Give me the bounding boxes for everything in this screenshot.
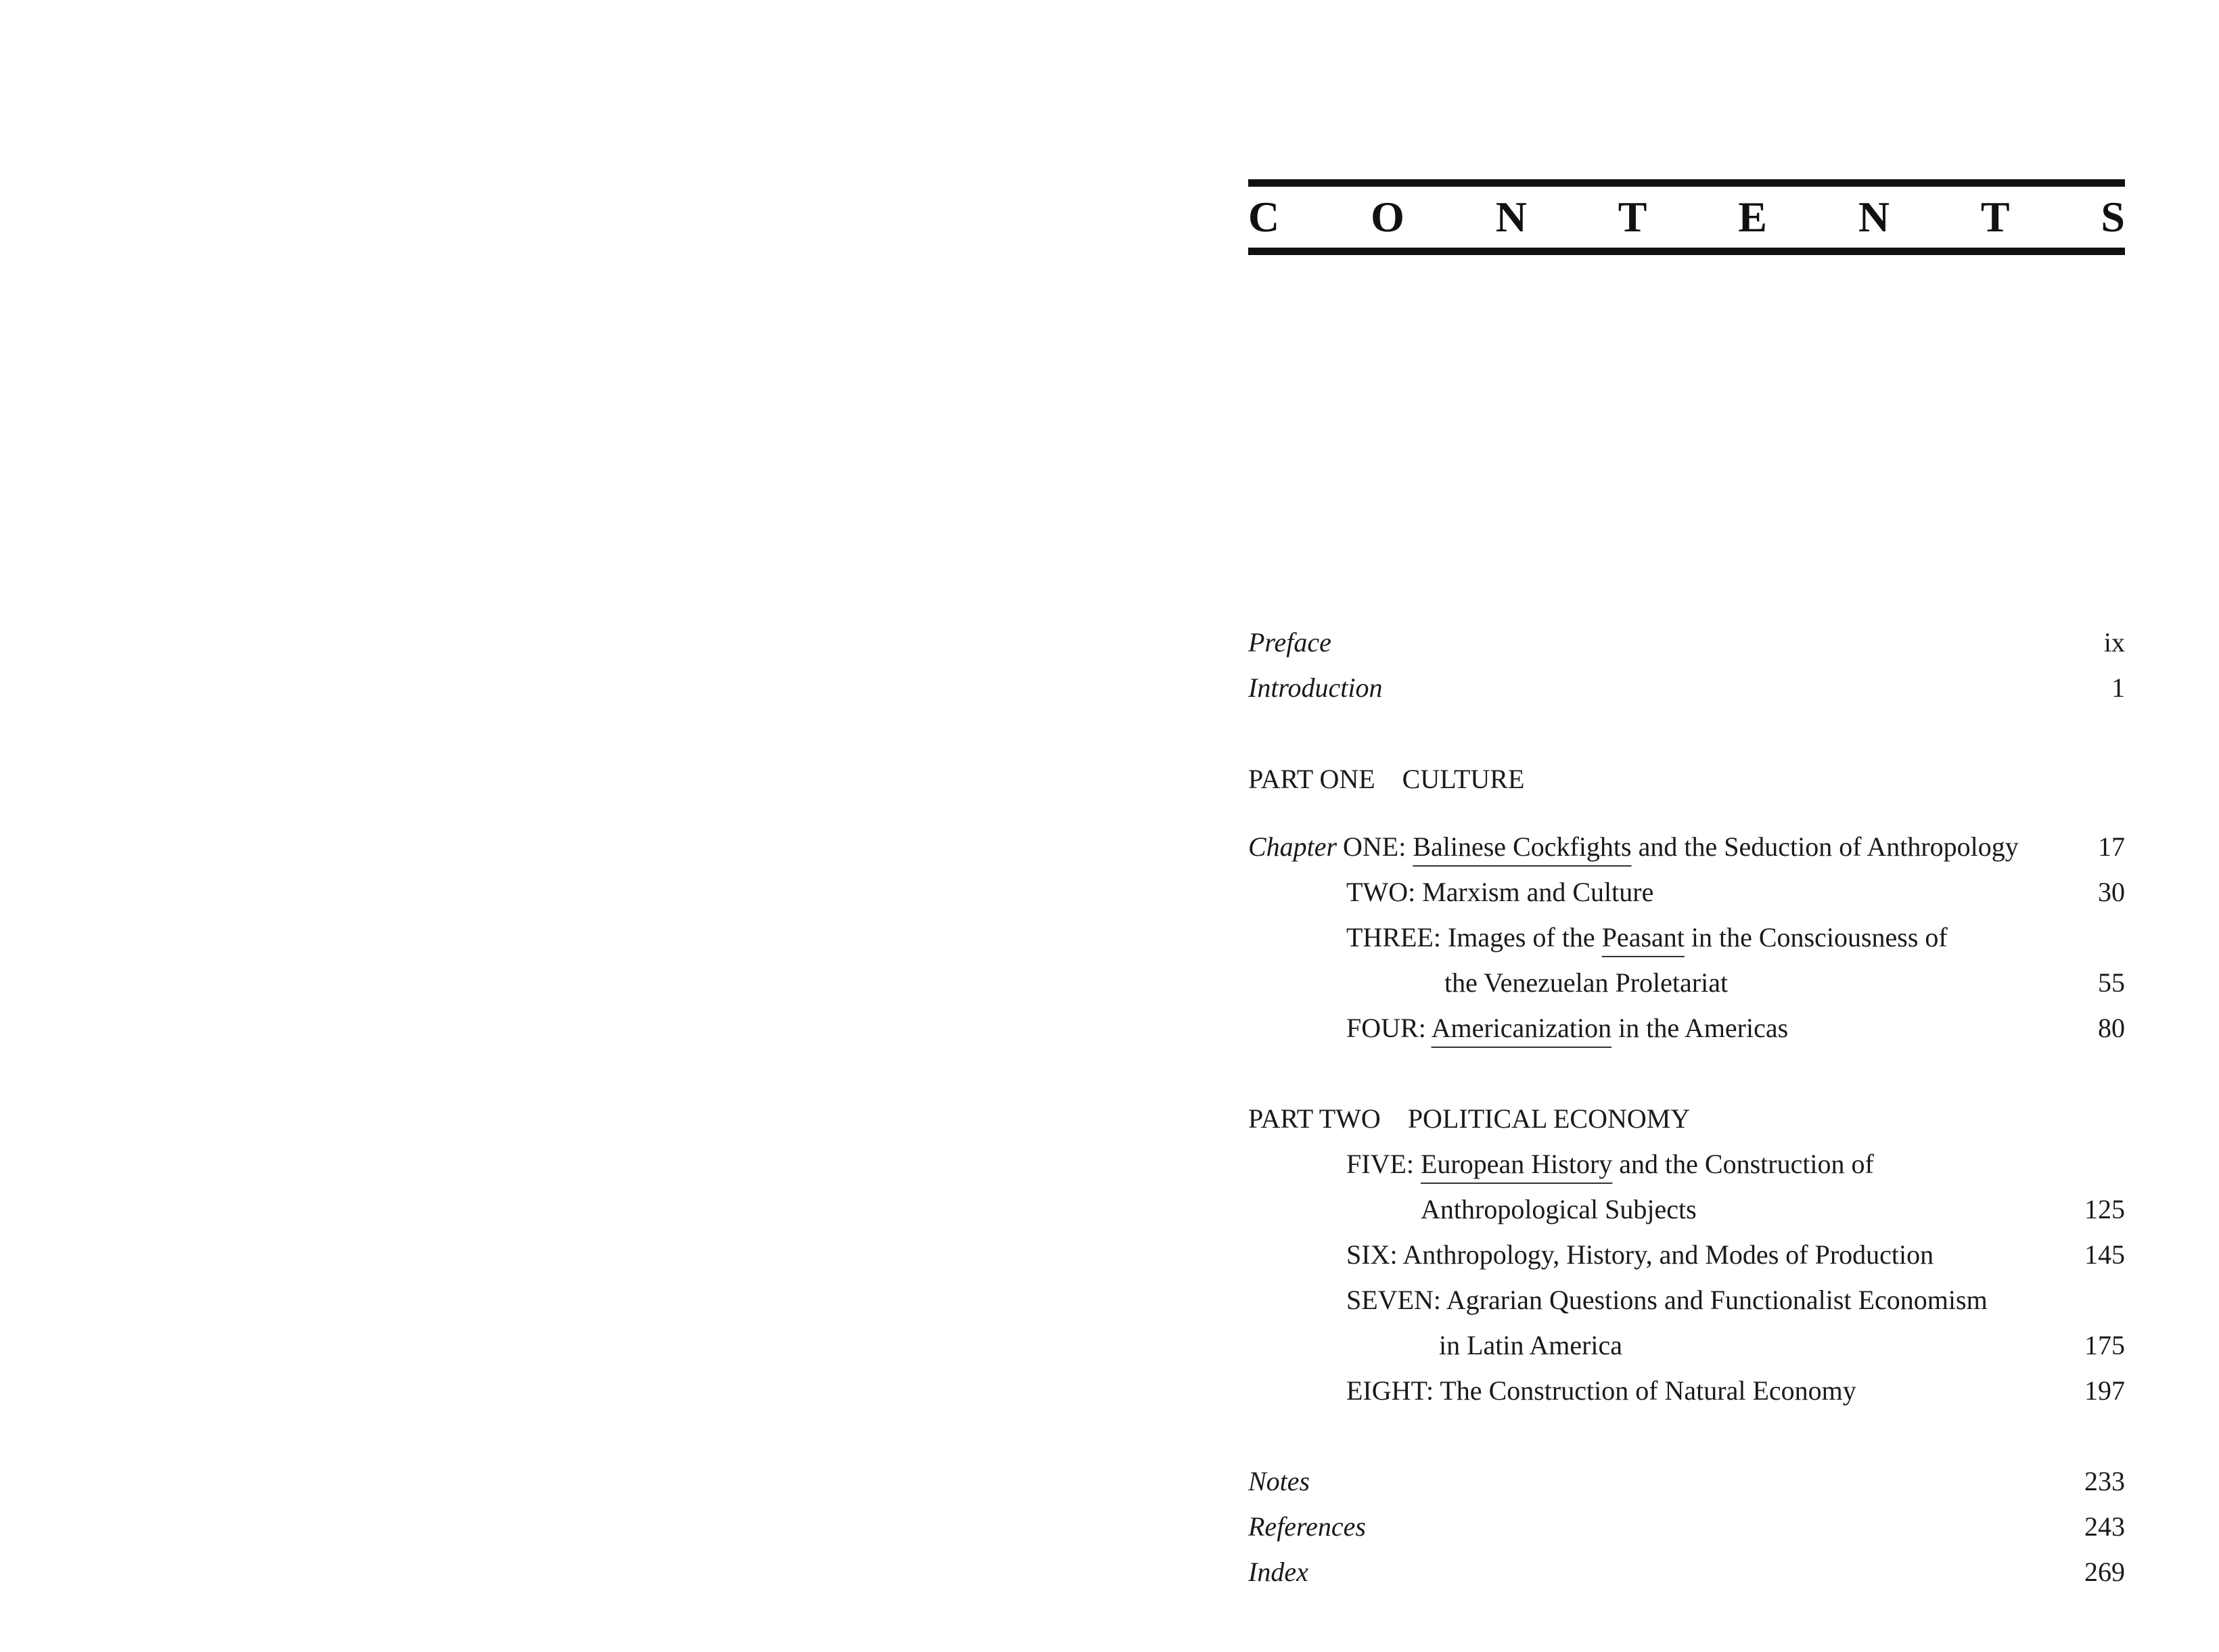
- part-two-heading: [1248, 1099, 2125, 1139]
- entry-title: References: [1248, 1511, 1366, 1542]
- entry-page: ix: [2103, 627, 2125, 658]
- entry-title: Introduction: [1248, 672, 1383, 703]
- toc-entry-chapter-three-cont[interactable]: [1248, 963, 2125, 1003]
- entry-page: 17: [2098, 831, 2125, 862]
- entry-title: Notes: [1248, 1466, 1310, 1496]
- entry-page: 30: [2098, 877, 2125, 907]
- chapter-title-line2: the Venezuelan Proletariat: [1444, 967, 1729, 998]
- chapter-title-underlined: Americanization: [1431, 1013, 1612, 1043]
- entry-page: 197: [2084, 1375, 2125, 1406]
- toc-entry-chapter-eight[interactable]: [1248, 1371, 2125, 1411]
- heading-letter: C: [1248, 193, 1280, 241]
- part-title: CULTURE: [1402, 764, 1525, 794]
- part-title: POLITICAL ECONOMY: [1407, 1103, 1691, 1134]
- chapter-title-part: Images of the: [1447, 922, 1602, 953]
- chapter-title-underlined: European History: [1421, 1149, 1613, 1179]
- toc-entry-preface[interactable]: [1248, 622, 2125, 663]
- chapter-number: FIVE:: [1346, 1149, 1414, 1179]
- toc-entry-chapter-three[interactable]: [1248, 917, 2125, 958]
- chapter-title-line2: Anthropological Subjects: [1421, 1194, 1697, 1224]
- toc-entry-index[interactable]: [1248, 1552, 2125, 1592]
- toc-entry-chapter-six[interactable]: [1248, 1235, 2125, 1275]
- heading-letter: O: [1371, 193, 1404, 241]
- chapter-title-rest: and the Seduction of Anthropology: [1631, 831, 2019, 862]
- entry-page: 269: [2084, 1557, 2125, 1587]
- toc-entry-chapter-four[interactable]: [1248, 1008, 2125, 1049]
- heading-letter: T: [1980, 193, 2010, 241]
- chapter-number: SEVEN:: [1346, 1285, 1441, 1315]
- part-label: PART ONE: [1248, 764, 1375, 794]
- entry-page: 125: [2084, 1194, 2125, 1224]
- contents-page: [1248, 177, 2125, 1625]
- toc-entry-chapter-seven-cont[interactable]: [1248, 1325, 2125, 1366]
- entry-page: 233: [2084, 1466, 2125, 1496]
- chapter-title-line1: Agrarian Questions and Functionalist Economism: [1446, 1285, 1988, 1315]
- chapter-word: Chapter: [1248, 831, 1337, 862]
- entry-title: Preface: [1248, 627, 1331, 658]
- entry-page: 243: [2084, 1511, 2125, 1542]
- heading-rule-top: [1248, 179, 2125, 187]
- chapter-title-underlined: Peasant: [1601, 922, 1685, 953]
- heading-rule-bottom: [1248, 248, 2125, 255]
- chapter-number: EIGHT:: [1346, 1375, 1434, 1406]
- chapter-title: Marxism and Culture: [1422, 877, 1654, 907]
- chapter-number: SIX:: [1346, 1239, 1398, 1270]
- part-label: PART TWO: [1248, 1103, 1381, 1134]
- part-one-heading: [1248, 759, 2125, 800]
- entry-page: 55: [2098, 967, 2125, 998]
- chapter-number: TWO:: [1346, 877, 1416, 907]
- contents-heading: [1248, 193, 2125, 241]
- entry-page: 80: [2098, 1013, 2125, 1043]
- heading-letter: S: [2101, 193, 2125, 241]
- toc-entry-chapter-five-cont[interactable]: [1248, 1189, 2125, 1230]
- chapter-title: The Construction of Natural Economy: [1440, 1375, 1856, 1406]
- chapter-number: THREE:: [1346, 922, 1441, 953]
- chapter-title-underlined: Balinese Cockfights: [1413, 831, 1632, 862]
- chapter-number: FOUR:: [1346, 1013, 1426, 1043]
- entry-title: Index: [1248, 1557, 1308, 1587]
- chapter-number: ONE:: [1343, 831, 1406, 862]
- heading-letter: N: [1858, 193, 1890, 241]
- entry-page: 145: [2084, 1239, 2125, 1270]
- chapter-title-part: in the Consciousness of: [1684, 922, 1948, 953]
- heading-letter: T: [1618, 193, 1647, 241]
- toc-entry-introduction[interactable]: [1248, 668, 2125, 708]
- heading-letter: N: [1495, 193, 1527, 241]
- toc-entry-chapter-one[interactable]: [1248, 827, 2125, 867]
- entry-page: 1: [2111, 672, 2125, 703]
- toc-entry-chapter-two[interactable]: [1248, 872, 2125, 913]
- chapter-title-rest: in the Americas: [1611, 1013, 1789, 1043]
- chapter-title: Anthropology, History, and Modes of Production: [1402, 1239, 1934, 1270]
- toc-entry-chapter-seven[interactable]: [1248, 1280, 2125, 1321]
- chapter-title-line2: in Latin America: [1439, 1330, 1623, 1360]
- entry-page: 175: [2084, 1330, 2125, 1360]
- chapter-title-part: and the Construction of: [1612, 1149, 1874, 1179]
- toc-entry-references[interactable]: [1248, 1507, 2125, 1547]
- toc-entry-notes[interactable]: [1248, 1461, 2125, 1502]
- toc-entry-chapter-five[interactable]: [1248, 1144, 2125, 1185]
- heading-letter: E: [1738, 193, 1767, 241]
